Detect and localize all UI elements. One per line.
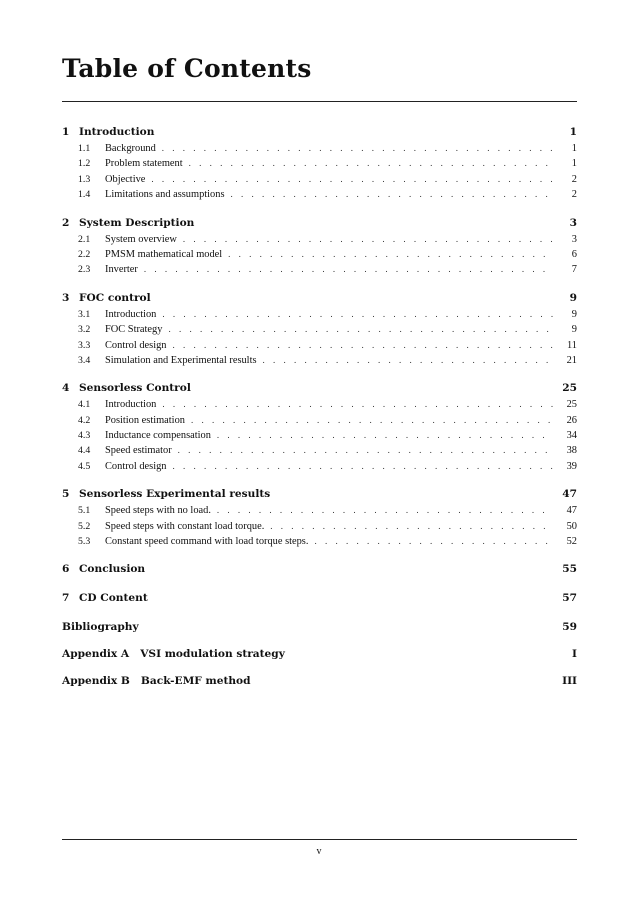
- section-title: Inductance compensation: [105, 430, 211, 442]
- toc-section-entry[interactable]: [62, 397, 577, 412]
- section-number: 2.1: [78, 233, 91, 245]
- section-number: 1.4: [78, 189, 91, 201]
- section-title: Background: [105, 143, 156, 154]
- chapter-page: 55: [562, 563, 577, 576]
- dot-leader: [189, 156, 553, 171]
- toc-chapter-entry[interactable]: [62, 214, 577, 232]
- backmatter-page: I: [572, 648, 577, 661]
- toc-chapter-entry[interactable]: [62, 485, 577, 503]
- dot-leader: [314, 534, 553, 549]
- backmatter-title: Appendix A VSI modulation strategy: [62, 648, 285, 661]
- section-title: Introduction: [105, 399, 157, 411]
- chapter-number: 2: [62, 216, 70, 229]
- toc-chapter: [62, 289, 577, 369]
- toc-section-entry[interactable]: [62, 322, 577, 337]
- toc-section-entry[interactable]: [62, 459, 577, 474]
- toc-section-entry[interactable]: [62, 262, 577, 277]
- section-page: 34: [566, 430, 577, 442]
- toc-chapter-entry[interactable]: [62, 379, 577, 397]
- chapter-title: Conclusion: [79, 563, 146, 576]
- section-number: 4.4: [78, 445, 91, 457]
- dot-leader: [183, 232, 553, 247]
- backmatter-title: Appendix B Back-EMF method: [62, 675, 251, 688]
- toc-section-entry[interactable]: [62, 232, 577, 247]
- toc-chapter: [62, 214, 577, 278]
- chapter-number: 7: [62, 592, 70, 605]
- chapter-title: CD Content: [79, 592, 148, 605]
- toc-chapter-entry[interactable]: [62, 589, 577, 607]
- toc-section-entry[interactable]: [62, 443, 577, 458]
- toc-section-entry[interactable]: [62, 307, 577, 322]
- section-page: 11: [566, 339, 577, 351]
- toc-section-entry[interactable]: [62, 156, 577, 171]
- section-title: Speed steps with constant load torque.: [105, 520, 265, 532]
- dot-leader: [217, 428, 553, 443]
- chapter-page: 1: [569, 126, 577, 138]
- chapter-page: 47: [562, 488, 577, 501]
- section-number: 5.3: [78, 536, 91, 548]
- dot-leader: [172, 338, 553, 353]
- toc-chapter-entry[interactable]: [62, 123, 577, 141]
- backmatter-title: Bibliography: [62, 621, 139, 634]
- chapter-title: Sensorless Control: [79, 382, 191, 395]
- toc-section-entry[interactable]: [62, 172, 577, 187]
- section-page: 9: [571, 308, 577, 320]
- toc-backmatter-entry[interactable]: [62, 672, 577, 690]
- chapter-title: Introduction: [79, 126, 155, 138]
- section-page: 2: [571, 189, 577, 201]
- section-title: Constant speed command with load torque steps.: [105, 536, 309, 548]
- backmatter-page: III: [562, 675, 577, 688]
- dot-leader: [217, 503, 553, 518]
- dot-leader: [162, 307, 553, 322]
- chapter-number: 5: [62, 488, 70, 501]
- section-number: 5.2: [78, 520, 91, 532]
- dot-leader: [144, 262, 553, 277]
- chapter-title: FOC control: [79, 291, 151, 304]
- dot-leader: [270, 519, 553, 534]
- section-title: System overview: [105, 233, 177, 245]
- section-number: 4.2: [78, 414, 91, 426]
- toc-chapter: [62, 379, 577, 474]
- backmatter-page: 59: [562, 621, 577, 634]
- chapter-number: 6: [62, 563, 70, 576]
- section-title: Limitations and assumptions: [105, 189, 225, 201]
- section-page: 9: [571, 324, 577, 336]
- section-page: 3: [571, 233, 577, 245]
- toc-section-entry[interactable]: [62, 534, 577, 549]
- section-page: 50: [566, 520, 577, 532]
- section-title: Control design: [105, 460, 167, 472]
- section-title: Inverter: [105, 264, 138, 276]
- section-title: Objective: [105, 173, 146, 185]
- toc-section-entry[interactable]: [62, 338, 577, 353]
- section-page: 47: [566, 505, 577, 517]
- title-rule: [62, 101, 577, 102]
- section-page: 1: [571, 143, 577, 154]
- section-number: 3.1: [78, 308, 91, 320]
- chapter-page: 57: [562, 592, 577, 605]
- toc-section-entry[interactable]: [62, 247, 577, 262]
- dot-leader: [151, 172, 553, 187]
- dot-leader: [191, 413, 553, 428]
- section-number: 5.1: [78, 505, 91, 517]
- table-of-contents: [62, 123, 577, 699]
- section-number: 4.1: [78, 399, 91, 411]
- toc-chapter: [62, 123, 577, 203]
- section-number: 2.2: [78, 248, 91, 260]
- dot-leader: [172, 459, 553, 474]
- toc-chapter-entry[interactable]: [62, 289, 577, 307]
- section-page: 39: [566, 460, 577, 472]
- toc-chapter: [62, 485, 577, 549]
- toc-section-entry[interactable]: [62, 353, 577, 368]
- section-title: PMSM mathematical model: [105, 248, 223, 260]
- toc-section-entry[interactable]: [62, 519, 577, 534]
- section-number: 3.4: [78, 354, 91, 366]
- chapter-page: 9: [569, 291, 577, 304]
- section-number: 4.5: [78, 460, 91, 472]
- chapter-number: 4: [62, 382, 70, 395]
- toc-backmatter-entry[interactable]: [62, 618, 577, 636]
- dot-leader: [162, 141, 553, 156]
- chapter-page: 25: [562, 382, 577, 395]
- section-page: 21: [566, 354, 577, 366]
- section-number: 2.3: [78, 264, 91, 276]
- section-title: FOC Strategy: [105, 324, 163, 336]
- section-page: 25: [566, 399, 577, 411]
- section-number: 3.2: [78, 324, 91, 336]
- toc-section-entry[interactable]: [62, 428, 577, 443]
- page-number: v: [316, 846, 322, 857]
- toc-backmatter-entry[interactable]: [62, 645, 577, 663]
- dot-leader: [263, 353, 553, 368]
- dot-leader: [231, 187, 554, 202]
- dot-leader: [162, 397, 553, 412]
- section-title: Problem statement: [105, 158, 183, 170]
- section-title: Simulation and Experimental results: [105, 354, 257, 366]
- section-title: Speed steps with no load.: [105, 505, 211, 517]
- section-title: Speed estimator: [105, 445, 172, 457]
- section-title: Introduction: [105, 308, 157, 320]
- chapter-number: 3: [62, 291, 70, 304]
- toc-chapter: [62, 560, 577, 578]
- section-page: 6: [571, 248, 577, 260]
- section-page: 52: [566, 536, 577, 548]
- chapter-title: System Description: [79, 216, 195, 229]
- section-number: 3.3: [78, 339, 91, 351]
- section-number: 1.1: [78, 143, 91, 154]
- section-number: 4.3: [78, 430, 91, 442]
- page-title: Table of Contents: [62, 54, 312, 83]
- section-page: 26: [566, 414, 577, 426]
- section-number: 1.3: [78, 173, 91, 185]
- dot-leader: [178, 443, 553, 458]
- section-page: 7: [571, 264, 577, 276]
- toc-section-entry[interactable]: [62, 413, 577, 428]
- chapter-number: 1: [62, 126, 70, 138]
- section-page: 2: [571, 173, 577, 185]
- toc-section-entry[interactable]: [62, 503, 577, 518]
- section-page: 1: [571, 158, 577, 170]
- toc-chapter-entry[interactable]: [62, 560, 577, 578]
- toc-section-entry[interactable]: [62, 187, 577, 202]
- dot-leader: [228, 247, 553, 262]
- toc-section-entry[interactable]: [62, 141, 577, 156]
- dot-leader: [168, 322, 553, 337]
- chapter-title: Sensorless Experimental results: [79, 488, 271, 501]
- chapter-page: 3: [569, 216, 577, 229]
- section-title: Control design: [105, 339, 167, 351]
- toc-chapter: [62, 589, 577, 607]
- section-title: Position estimation: [105, 414, 185, 426]
- footer-rule: [62, 839, 577, 840]
- section-number: 1.2: [78, 158, 91, 170]
- section-page: 38: [566, 445, 577, 457]
